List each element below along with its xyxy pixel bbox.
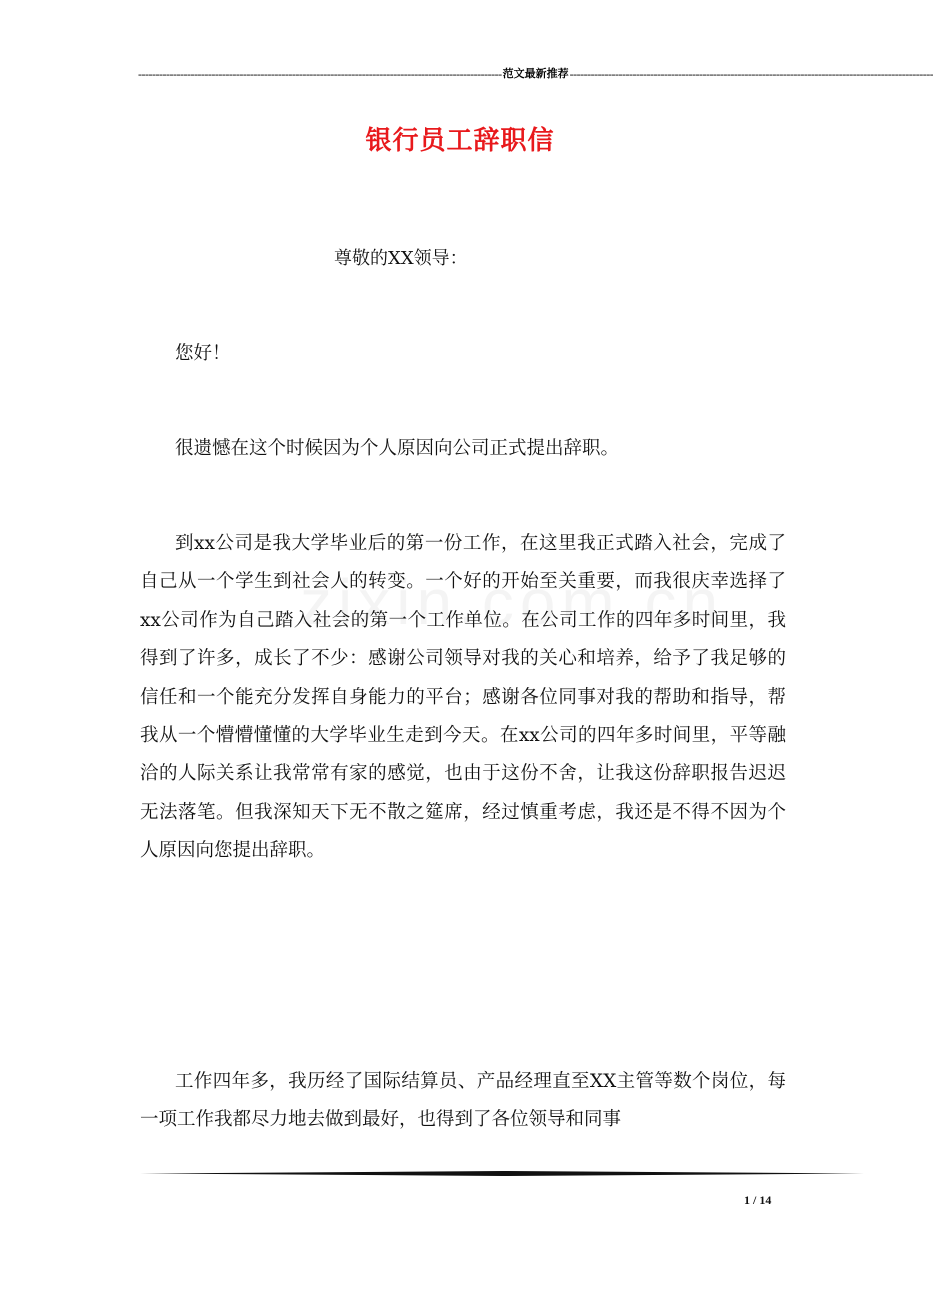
salutation: 尊敬的XX领导： — [334, 248, 468, 269]
document-title: 银行员工辞职信 — [365, 126, 555, 156]
header-dash-right: -------------------------------------------------------------------------------------------------------- — [569, 67, 933, 81]
header-dash-left: -------------------------------------------------------------------------------------------------------- — [138, 67, 502, 81]
page-header — [138, 66, 933, 82]
paragraph-intro: 很遗憾在这个时候因为个人原因向公司正式提出辞职。 — [175, 438, 620, 459]
footer-rule — [140, 1171, 864, 1176]
paragraph-gratitude: 到xx公司是我大学毕业后的第一份工作，在这里我正式踏入社会，完成了自己从一个学生到社会人的转变。一个好的开始至关重要，而我很庆幸选择了xx公司作为自己踏入社会的第一个工作单位。在公司工作的四年多时间里，我得到了许多，成长了不少：感谢公司领导对我的关心和培养，给予了我足够的信任和一个能充分发挥自身能力的平台；感谢各位同事对我的帮助和指导，帮我从一个懵懵懂懂的大学毕业生走到今天。在xx公司的四年多时间里，平等融洽的人际关系让我常常有家的感觉，也由于这份不舍，让我这份辞职报告迟迟无法落笔。但我深知天下无不散之筵席，经过慎重考虑，我还是不得不因为个人原因向您提出辞职。 — [140, 533, 786, 862]
paragraph-work-history: 工作四年多，我历经了国际结算员、产品经理直至XX主管等数个岗位，每一项工作我都尽力地去做到最好，也得到了各位领导和同事 — [140, 1071, 786, 1131]
paragraph-greeting: 您好！ — [175, 343, 231, 364]
header-label: 范文最新推荐 — [502, 67, 569, 80]
page-number: 1 / 14 — [744, 1193, 772, 1207]
